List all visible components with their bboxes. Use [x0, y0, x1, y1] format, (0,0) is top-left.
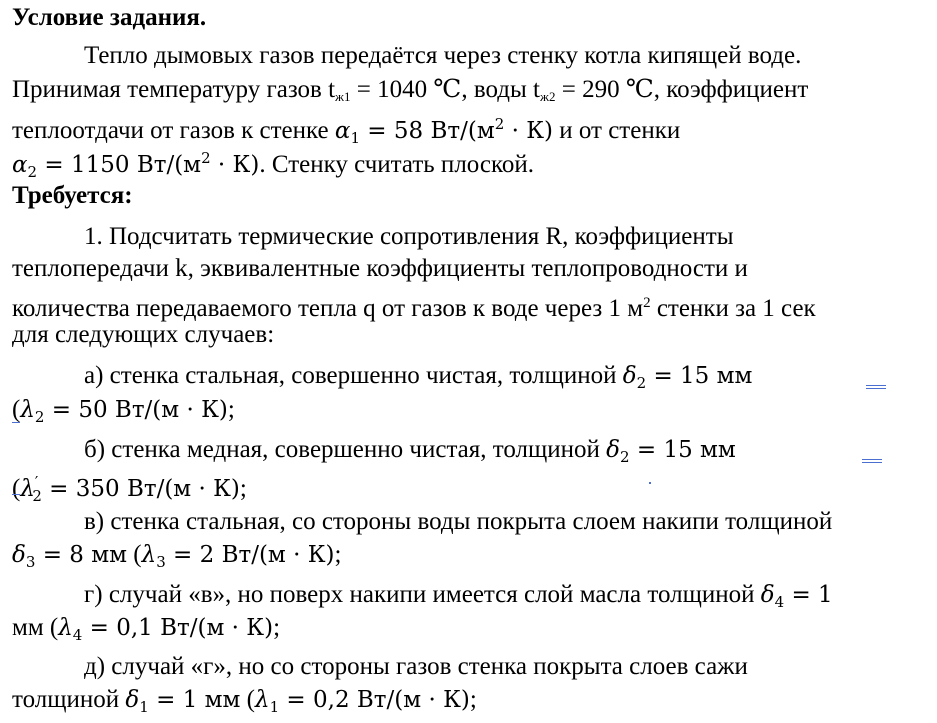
- case-text: а) стенка стальная, совершенно чистая, толщиной: [84, 362, 623, 389]
- subscript: ж2: [539, 89, 556, 104]
- math-var: δ: [606, 437, 621, 463]
- formula-lambda: [255, 687, 470, 716]
- anchor-mark: [649, 482, 651, 484]
- case-text: ;: [227, 396, 235, 423]
- condition-text: и от стенки: [552, 117, 681, 144]
- anchor-mark: [12, 422, 20, 423]
- math-val: = 1150 Вт/(м: [37, 152, 202, 178]
- case-text: мм (: [12, 614, 59, 641]
- case-g-line-2: [12, 612, 280, 651]
- math-sub: 1: [139, 698, 149, 716]
- formula-delta: [760, 582, 833, 611]
- math-val: = 15 мм: [629, 437, 736, 463]
- math-var: λ: [141, 542, 157, 568]
- item1-text: стенки за 1 сек: [650, 295, 816, 322]
- math-sub: 1: [350, 129, 360, 147]
- math-var: λ: [58, 615, 73, 641]
- paren: (: [240, 686, 255, 713]
- formula-delta: [12, 542, 128, 571]
- math-val: = 8 мм: [35, 542, 128, 568]
- formula-lambda: [58, 615, 274, 644]
- math-val: = 1 мм: [148, 687, 241, 713]
- math-val: = 1: [784, 582, 833, 608]
- case-text: ;: [239, 475, 247, 502]
- case-text: ;: [334, 541, 342, 568]
- case-text: г) случай «в», но поверх накипи имеется слой масла толщиной: [84, 581, 761, 608]
- condition-text: . Стенку считать плоской.: [259, 151, 535, 178]
- math-sub: 2: [636, 374, 647, 392]
- formula-delta: [125, 687, 241, 716]
- math-end: · К): [210, 152, 260, 178]
- math-val: = 15 мм: [646, 363, 753, 389]
- math-val: = 0,1 Вт/(м · К): [82, 615, 274, 641]
- formula-delta: [622, 363, 753, 392]
- math-sub: 2: [32, 487, 42, 505]
- case-text: толщиной: [12, 686, 126, 713]
- formula-delta: [606, 437, 736, 466]
- anchor-mark: [862, 462, 882, 463]
- item1-text: количества передаваемого тепла q от газов к воде через 1 м: [12, 295, 644, 322]
- math-var: λ: [20, 397, 35, 423]
- formula-alpha-2: [12, 149, 260, 181]
- math-sub: 1: [269, 698, 280, 716]
- condition-text: теплоотдачи от газов к стенке: [12, 117, 335, 144]
- math-sub: 2: [34, 408, 45, 426]
- item1-line-4: для следующих случаев:: [12, 321, 275, 348]
- anchor-mark: [12, 494, 20, 495]
- math-sub: 4: [774, 593, 785, 611]
- math-val: = 58 Вт/(м: [360, 118, 495, 144]
- paren: (: [12, 475, 21, 502]
- math-var: α: [334, 118, 351, 144]
- case-d-line-2: [12, 684, 477, 723]
- case-v-line-1: в) стенка стальная, со стороны воды покрыта слоем накипи толщиной: [84, 508, 833, 535]
- condition-text: Принимая температуру газов t: [12, 76, 336, 103]
- anchor-mark: [862, 459, 882, 460]
- math-var: α: [12, 152, 28, 178]
- math-end: · К): [504, 118, 553, 144]
- anchor-mark: [866, 388, 886, 389]
- case-text: ;: [469, 686, 477, 713]
- math-sub: 4: [72, 626, 83, 644]
- math-sub: 2: [27, 163, 38, 181]
- formula-lambda: [20, 397, 228, 426]
- case-v-line-2: [12, 539, 341, 578]
- math-val: = 2 Вт/(м · К): [165, 542, 335, 568]
- math-var: δ: [125, 687, 140, 713]
- case-text: ;: [273, 614, 281, 641]
- math-val: = 350 Вт/(м · К): [41, 476, 240, 502]
- case-a-line-2: [12, 394, 235, 433]
- paren: (: [127, 541, 142, 568]
- formula-lambda: [141, 542, 335, 571]
- math-sup: 2: [201, 149, 211, 167]
- superscript: 2: [643, 295, 651, 311]
- math-val: = 50 Вт/(м · К): [44, 397, 228, 423]
- condition-text: = 290 ℃, коэффициент: [555, 76, 809, 103]
- condition-text: = 1040 ℃, воды t: [350, 76, 540, 103]
- math-var: δ: [622, 363, 637, 389]
- item1-line-2: теплопередачи k, эквивалентные коэффициенты теплопроводности и: [12, 255, 748, 282]
- math-var: δ: [760, 582, 775, 608]
- case-text: б) стенка медная, совершенно чистая, толщиной: [84, 436, 607, 463]
- heading-condition: Условие задания.: [12, 4, 207, 31]
- math-var: λ: [255, 687, 270, 713]
- math-sub: 2: [620, 448, 630, 466]
- math-sub: 3: [25, 553, 36, 571]
- condition-line-1: Тепло дымовых газов передаётся через стенку котла кипящей воде.: [84, 42, 802, 69]
- formula-alpha-1: [334, 115, 553, 147]
- math-prime: ′: [34, 473, 39, 491]
- math-var: λ: [20, 476, 35, 502]
- anchor-mark: [866, 385, 886, 386]
- math-val: = 0,2 Вт/(м · К): [279, 687, 470, 713]
- math-var: δ: [12, 542, 26, 568]
- math-sub: 3: [156, 553, 166, 571]
- case-d-line-1: д) случай «г», но со стороны газов стенка покрыта слоев сажи: [84, 653, 748, 680]
- subscript: ж1: [335, 89, 351, 104]
- heading-required: Требуется:: [12, 182, 133, 209]
- formula-lambda-prime: [20, 473, 240, 505]
- math-sup: 2: [494, 115, 505, 133]
- paren: (: [12, 396, 21, 423]
- item1-line-1: 1. Подсчитать термические сопротивления R, коэффициенты: [84, 223, 734, 250]
